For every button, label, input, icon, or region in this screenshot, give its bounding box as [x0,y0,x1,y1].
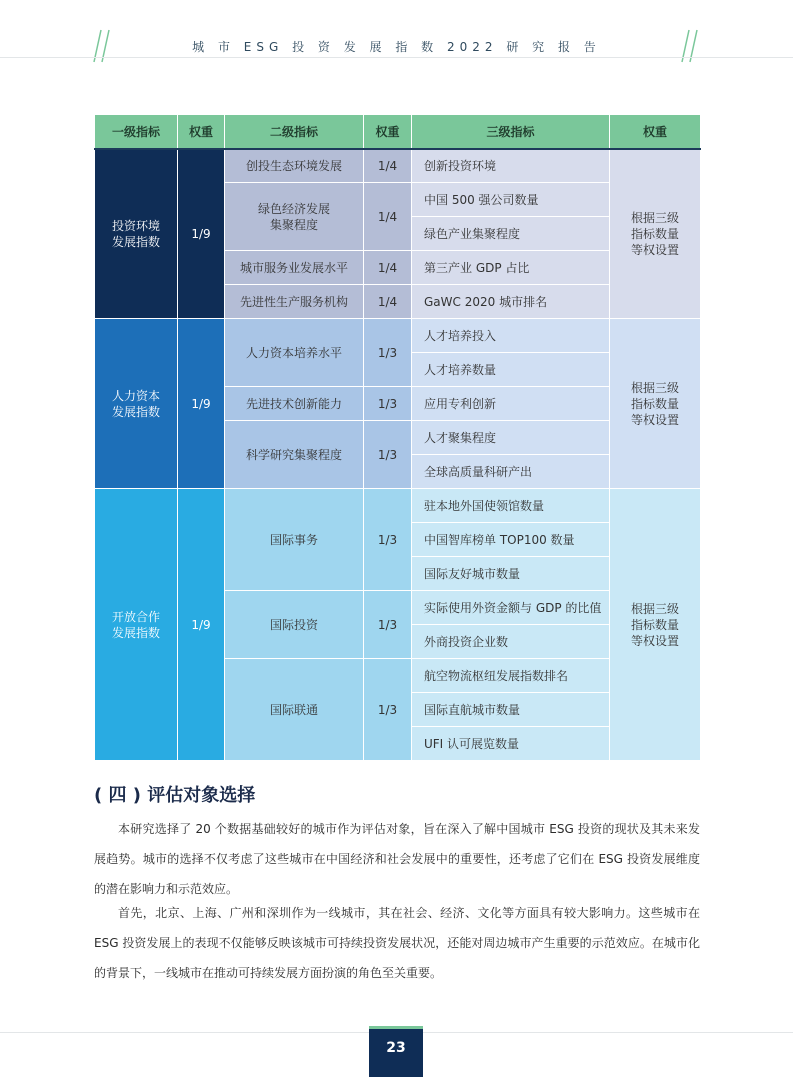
level2-cell: 国际联通 [225,659,364,761]
level3-cell: 国际友好城市数量 [412,557,610,591]
level3-cell: 驻本地外国使领馆数量 [412,489,610,523]
double-slash-decoration-icon [680,28,700,64]
level2-cell: 创投生态环境发展 [225,149,364,183]
level3-weight-cell: 根据三级 指标数量 等权设置 [610,319,701,489]
header-weight1: 权重 [178,115,225,149]
level2-weight-cell: 1/3 [364,489,412,591]
level2-weight-cell: 1/3 [364,421,412,489]
level3-cell: 实际使用外资金额与 GDP 的比值 [412,591,610,625]
level2-cell: 先进性生产服务机构 [225,285,364,319]
level2-weight-cell: 1/4 [364,149,412,183]
group-human-capital [95,319,701,489]
body-paragraph: 本研究选择了 20 个数据基础较好的城市作为评估对象，旨在深入了解中国城市 ESG 投资的现状及其未来发展趋势。城市的选择不仅考虑了这些城市在中国经济和社会发展中的重要性，还考虑了它们在 ESG 投资发展维度的潜在影响力和示范效应。 [94,822,700,896]
level3-cell: 人才聚集程度 [412,421,610,455]
level3-cell: GaWC 2020 城市排名 [412,285,610,319]
level3-cell: 外商投资企业数 [412,625,610,659]
level3-cell: 人才培养投入 [412,319,610,353]
level2-cell: 人力资本培养水平 [225,319,364,387]
level3-weight-cell: 根据三级 指标数量 等权设置 [610,149,701,319]
table-row [95,319,701,353]
level2-weight-cell: 1/4 [364,251,412,285]
level3-weight-cell: 根据三级 指标数量 等权设置 [610,489,701,761]
level3-cell: UFI 认可展览数量 [412,727,610,761]
level1-cell: 投资环境 发展指数 [95,149,178,319]
level2-cell: 科学研究集聚程度 [225,421,364,489]
level3-cell: 创新投资环境 [412,149,610,183]
report-title: 城 市 ESG 投 资 发 展 指 数 2022 研 究 报 告 [192,40,601,54]
level1-weight-cell: 1/9 [178,149,225,319]
body-paragraph: 首先，北京、上海、广州和深圳作为一线城市，其在社会、经济、文化等方面具有较大影响力。这些城市在 ESG 投资发展上的表现不仅能够反映该城市可持续投资发展状况，还能对周边城市产生重要的示范效应。在城市化的背景下，一线城市在推动可持续发展方面扮演的角色至关重要。 [94,906,700,980]
level2-weight-cell: 1/4 [364,285,412,319]
level3-cell: 绿色产业集聚程度 [412,217,610,251]
header-weight3: 权重 [610,115,701,149]
level1-weight-cell: 1/9 [178,489,225,761]
level2-weight-cell: 1/4 [364,183,412,251]
header-weight2: 权重 [364,115,412,149]
level2-cell: 国际事务 [225,489,364,591]
level3-cell: 全球高质量科研产出 [412,455,610,489]
page-number: 23 [386,1040,406,1056]
section-title: ( 四 ) 评估对象选择 [94,785,256,806]
level3-cell: 中国智库榜单 TOP100 数量 [412,523,610,557]
header-divider [0,57,793,58]
level2-weight-cell: 1/3 [364,591,412,659]
level2-cell: 国际投资 [225,591,364,659]
level3-cell: 应用专利创新 [412,387,610,421]
indicator-table [94,114,701,761]
page-header [0,0,793,60]
level3-cell: 国际直航城市数量 [412,693,610,727]
level1-cell: 开放合作 发展指数 [95,489,178,761]
level3-cell: 人才培养数量 [412,353,610,387]
level2-cell: 绿色经济发展 集聚程度 [225,183,364,251]
level3-cell: 第三产业 GDP 占比 [412,251,610,285]
group-investment-environment [95,149,701,319]
level1-cell: 人力资本 发展指数 [95,319,178,489]
page-number-box [369,1026,423,1077]
level2-cell: 城市服务业发展水平 [225,251,364,285]
table-header-row [95,115,701,149]
table-row [95,489,701,523]
level3-cell: 中国 500 强公司数量 [412,183,610,217]
header-level3: 三级指标 [412,115,610,149]
level2-weight-cell: 1/3 [364,387,412,421]
level3-cell: 航空物流枢纽发展指数排名 [412,659,610,693]
header-level1: 一级指标 [95,115,178,149]
table-row [95,149,701,183]
level1-weight-cell: 1/9 [178,319,225,489]
level2-weight-cell: 1/3 [364,659,412,761]
header-level2: 二级指标 [225,115,364,149]
group-open-cooperation [95,489,701,761]
level2-weight-cell: 1/3 [364,319,412,387]
level2-cell: 先进技术创新能力 [225,387,364,421]
